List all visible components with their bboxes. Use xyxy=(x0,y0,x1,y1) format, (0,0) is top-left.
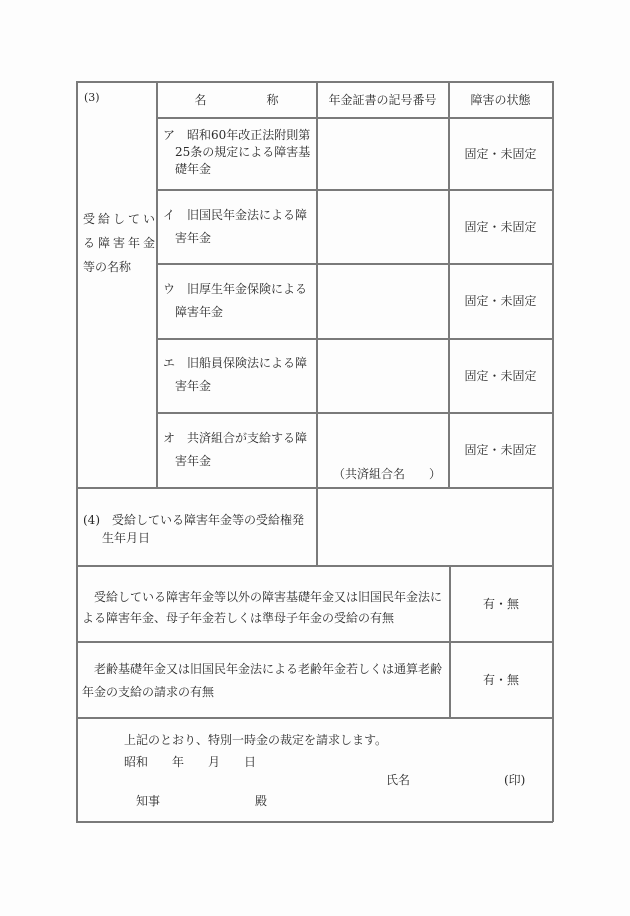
divider xyxy=(76,565,553,567)
status-option[interactable]: 固定・未固定 xyxy=(464,147,537,161)
border-left xyxy=(76,81,78,822)
date-field[interactable]: 昭和 年 月 日 xyxy=(124,755,257,769)
question-text: よる障害年金、母子年金若しくは準母子年金の受給の有無 xyxy=(82,611,395,625)
divider xyxy=(156,189,553,191)
status-option[interactable]: 固定・未固定 xyxy=(464,220,537,234)
pension-name: 害年金 xyxy=(163,379,212,393)
yes-no-option[interactable]: 有・無 xyxy=(482,673,519,687)
divider xyxy=(448,81,450,487)
yes-no-option[interactable]: 有・無 xyxy=(482,597,519,611)
border-bottom xyxy=(76,821,553,823)
pension-name: オ 共済組合が支給する障 xyxy=(163,431,308,445)
name-label: 氏名 xyxy=(386,773,411,787)
divider xyxy=(449,565,451,717)
section4-label: 生年月日 xyxy=(102,531,151,545)
label-line: 等の名称 xyxy=(83,260,132,274)
pension-name: 害年金 xyxy=(163,231,212,245)
pension-name: エ 旧船員保険法による障 xyxy=(163,356,308,370)
divider xyxy=(76,641,553,643)
section-number: (3) xyxy=(84,91,100,104)
mutual-aid-name-field[interactable]: （共済組合名 ） xyxy=(333,467,442,481)
label-line: る障害年金 xyxy=(83,236,159,250)
divider xyxy=(156,338,553,340)
pension-name: 障害年金 xyxy=(163,305,224,319)
divider xyxy=(156,412,553,414)
status-option[interactable]: 固定・未固定 xyxy=(464,369,537,383)
pension-name: ア 昭和60年改正法附則第 xyxy=(163,128,311,142)
header-cert-number: 年金証書の記号番号 xyxy=(328,93,437,107)
pension-name: 害年金 xyxy=(163,454,212,468)
divider xyxy=(76,717,553,719)
honorific: 殿 xyxy=(255,794,268,808)
pension-name: ウ 旧厚生年金保険による xyxy=(163,282,308,296)
status-option[interactable]: 固定・未固定 xyxy=(464,443,537,457)
question-text: 老齢基礎年金又は旧国民年金法による老齢年金若しくは通算老齢 xyxy=(82,662,443,676)
pension-name: 礎年金 xyxy=(163,162,212,176)
question-text: 年金の支給の請求の有無 xyxy=(82,685,215,699)
pension-name: イ 旧国民年金法による障 xyxy=(163,208,308,222)
divider xyxy=(156,263,553,265)
name-field[interactable] xyxy=(412,770,502,788)
border-top xyxy=(76,81,553,83)
status-option[interactable]: 固定・未固定 xyxy=(464,294,537,308)
divider xyxy=(156,81,158,487)
divider xyxy=(156,117,553,119)
declaration-statement: 上記のとおり、特別一時金の裁定を請求します。 xyxy=(124,733,388,747)
header-condition: 障害の状態 xyxy=(470,93,531,107)
seal-mark: (印) xyxy=(504,773,526,787)
pension-name: 25条の規定による障害基 xyxy=(163,145,311,159)
section4-label: (4) 受給している障害年金等の受給権発 xyxy=(83,513,304,527)
label-line: 受給してい xyxy=(83,212,159,226)
governor-label: 知事 xyxy=(136,794,161,808)
header-name: 名 称 xyxy=(194,93,279,107)
entitlement-date-field[interactable] xyxy=(317,488,552,565)
question-text: 受給している障害年金等以外の障害基礎年金又は旧国民年金法に xyxy=(82,590,443,604)
border-right xyxy=(552,81,554,822)
